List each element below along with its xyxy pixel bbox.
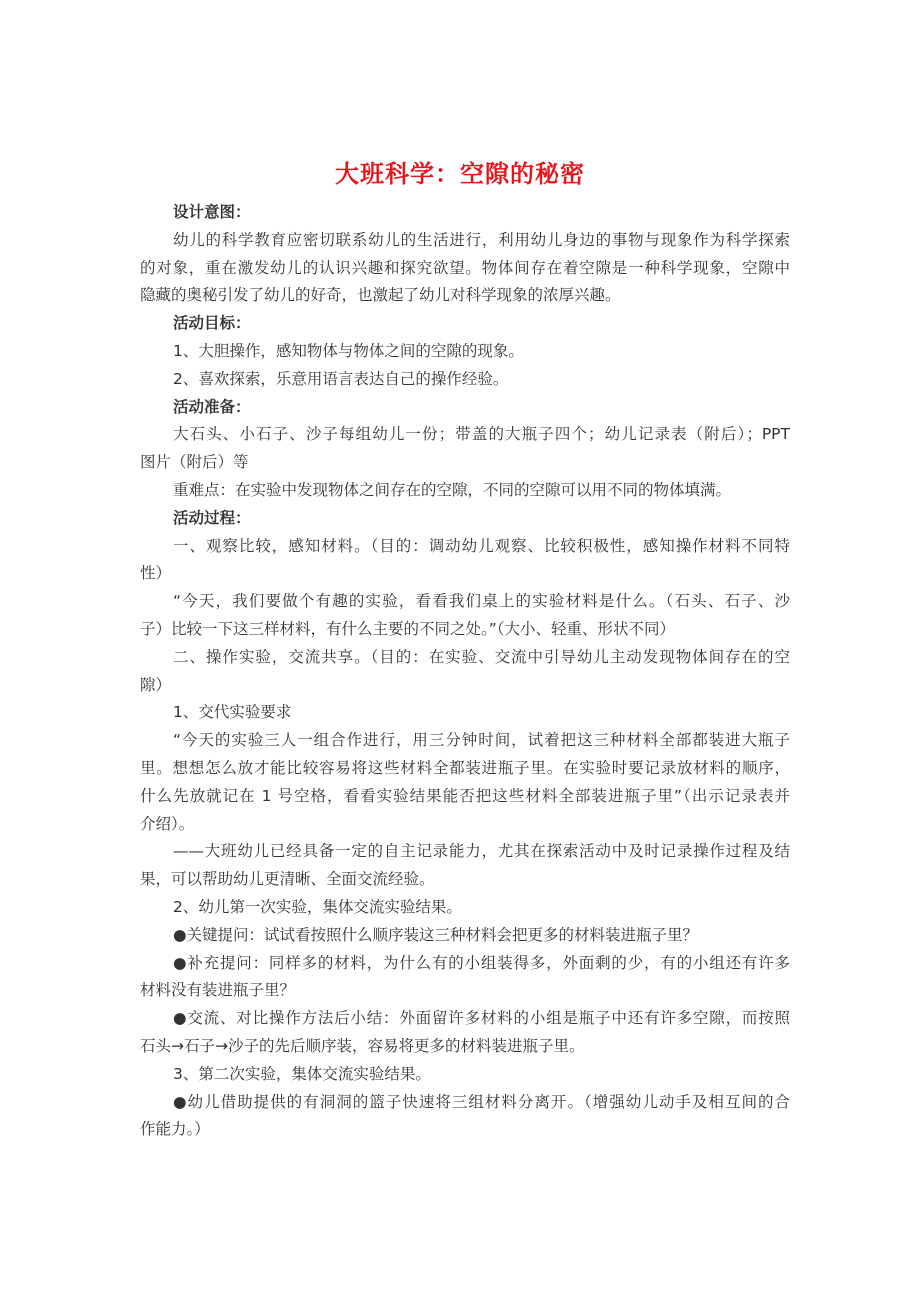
text-line: 子）比较一下这三样材料，有什么主要的不同之处。”（大小、轻重、形状不同） <box>140 619 676 638</box>
text-line: 重难点：在实验中发现物体之间存在的空隙，不同的空隙可以用不同的物体填满。 <box>173 480 732 499</box>
text-line: 的对象，重在激发幼儿的认识兴趣和探究欲望。物体间存在着空隙是一种科学现象，空隙中 <box>140 258 790 277</box>
paragraph <box>140 227 790 310</box>
text-line: 设计意图： <box>173 203 251 221</box>
text-line: 隙） <box>140 675 172 694</box>
text-line: ●交流、对比操作方法后小结：外面留许多材料的小组是瓶子中还有许多空隙，而按照 <box>173 1009 790 1028</box>
paragraph <box>140 1089 790 1145</box>
text-line: 大石头、小石子、沙子每组幼儿一份；带盖的大瓶子四个；幼儿记录表（附后）；PPT <box>173 425 790 444</box>
paragraph <box>140 1061 790 1089</box>
paragraph <box>140 838 790 894</box>
text-line: ●关键提问：试试看按照什么顺序装这三种材料会把更多的材料装进瓶子里？ <box>173 925 699 944</box>
text-line: 隐藏的奥秘引发了幼儿的好奇，也激起了幼儿对科学现象的浓厚兴趣。 <box>140 286 621 305</box>
text-line: 2、喜欢探索，乐意用语言表达自己的操作经验。 <box>173 369 509 388</box>
document-body <box>140 199 790 1144</box>
paragraph <box>140 477 790 505</box>
paragraph <box>140 588 790 644</box>
paragraph <box>140 922 790 950</box>
paragraph <box>140 699 790 727</box>
paragraph <box>140 533 790 589</box>
text-line: 活动过程： <box>173 508 251 527</box>
text-line: 石头→石子→沙子的先后顺序装，容易将更多的材料装进瓶子里。 <box>140 1036 585 1055</box>
paragraph <box>140 727 790 838</box>
section-heading <box>140 310 790 338</box>
paragraph <box>140 366 790 394</box>
text-line: 里。想想怎么放才能比较容易将这些材料全都装进瓶子里。在实验时要记录放材料的顺序， <box>140 758 790 777</box>
paragraph <box>140 950 790 1006</box>
section-heading <box>140 505 790 533</box>
text-line: 一、观察比较，感知材料。（目的：调动幼儿观察、比较积极性，感知操作材料不同特 <box>173 536 790 555</box>
paragraph <box>140 338 790 366</box>
text-line: 图片（附后）等 <box>140 453 249 472</box>
text-line: “今天的实验三人一组合作进行，用三分钟时间，试着把这三种材料全部都装进大瓶子 <box>173 731 790 750</box>
text-line: ——大班幼儿已经具备一定的自主记录能力，尤其在探索活动中及时记录操作过程及结 <box>173 842 790 861</box>
text-line: 活动目标： <box>173 314 251 333</box>
section-heading <box>140 199 790 227</box>
text-line: 幼儿的科学教育应密切联系幼儿的生活进行，利用幼儿身边的事物与现象作为科学探索 <box>173 230 790 249</box>
text-line: 3、第二次实验，集体交流实验结果。 <box>173 1064 431 1083</box>
paragraph <box>140 1005 790 1061</box>
text-line: 作能力。） <box>140 1120 210 1139</box>
text-line: 性） <box>140 564 172 583</box>
text-line: 1、交代实验要求 <box>173 703 292 722</box>
text-line: ●幼儿借助提供的有洞洞的篮子快速将三组材料分离开。（增强幼儿动手及相互间的合 <box>173 1092 790 1111</box>
text-line: 材料没有装进瓶子里？ <box>140 981 296 1000</box>
text-line: 活动准备： <box>173 397 251 416</box>
paragraph <box>140 421 790 477</box>
text-line: ●补充提问：同样多的材料，为什么有的小组装得多，外面剩的少，有的小组还有许多 <box>173 953 790 972</box>
text-line: 2、幼儿第一次实验，集体交流实验结果。 <box>173 897 462 916</box>
section-heading <box>140 394 790 422</box>
text-line: “今天，我们要做个有趣的实验，看看我们桌上的实验材料是什么。（石头、石子、沙 <box>173 592 790 611</box>
text-line: 什么先放就记在 1 号空格，看看实验结果能否把这些材料全部装进瓶子里”（出示记录表并 <box>140 786 790 805</box>
paragraph <box>140 894 790 922</box>
paragraph <box>140 644 790 700</box>
text-line: 介绍）。 <box>140 814 195 833</box>
document-title: 大班科学：空隙的秘密 <box>335 160 585 188</box>
text-line: 二、操作实验，交流共享。（目的：在实验、交流中引导幼儿主动发现物体间存在的空 <box>173 647 790 666</box>
text-line: 果，可以帮助幼儿更清晰、全面交流经验。 <box>140 870 435 889</box>
text-line: 1、大胆操作，感知物体与物体之间的空隙的现象。 <box>173 341 524 360</box>
